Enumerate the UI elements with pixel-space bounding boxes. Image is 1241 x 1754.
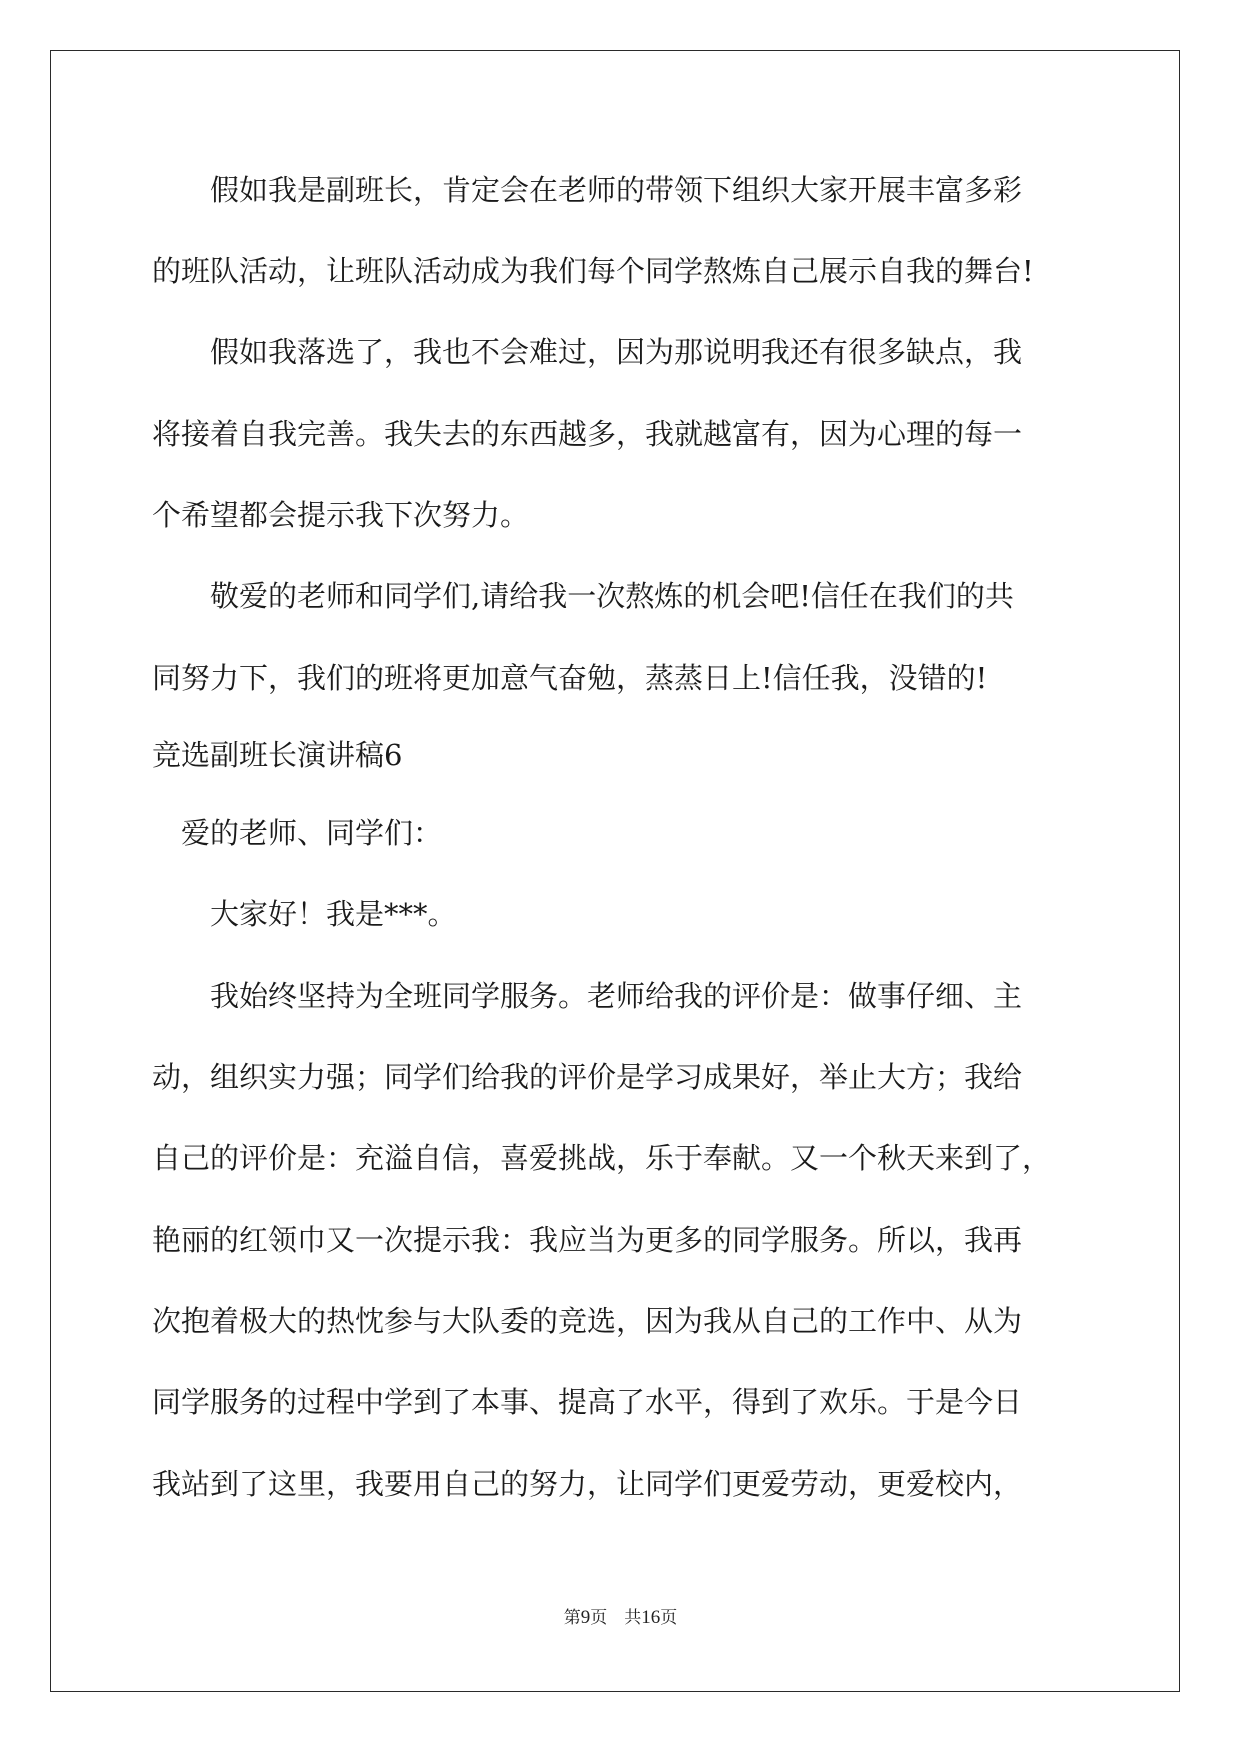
paragraph-3-line-2: 同努力下，我们的班将更加意气奋勉，蒸蒸日上!信任我，没错的!	[152, 661, 988, 695]
paragraph-5-line-4: 艳丽的红领巾又一次提示我：我应当为更多的同学服务。所以，我再	[152, 1223, 1023, 1257]
paragraph-2-line-1: 假如我落选了，我也不会难过，因为那说明我还有很多缺点，我	[152, 335, 1023, 369]
paragraph-5-line-5: 次抱着极大的热忱参与大队委的竞选，因为我从自己的工作中、从为	[152, 1304, 1023, 1338]
paragraph-5-line-3: 自己的评价是：充溢自信，喜爱挑战，乐于奉献。又一个秋天来到了，	[152, 1141, 1052, 1175]
paragraph-5-line-7: 我站到了这里，我要用自己的努力，让同学们更爱劳动，更爱校内，	[152, 1467, 1023, 1501]
paragraph-3-line-1: 敬爱的老师和同学们,请给我一次熬炼的机会吧!信任在我们的共	[152, 579, 1014, 613]
section-heading: 竞选副班长演讲稿6	[152, 738, 403, 772]
page-number: 9	[580, 1607, 591, 1628]
paragraph-2-line-2: 将接着自我完善。我失去的东西越多，我就越富有，因为心理的每一	[152, 417, 1023, 451]
footer-prefix: 第	[563, 1608, 581, 1627]
paragraph-1-line-1: 假如我是副班长，肯定会在老师的带领下组织大家开展丰富多彩	[152, 173, 1023, 207]
paragraph-1-line-2: 的班队活动，让班队活动成为我们每个同学熬炼自己展示自我的舞台!	[152, 254, 1034, 288]
paragraph-5-line-6: 同学服务的过程中学到了本事、提高了水平，得到了欢乐。于是今日	[152, 1385, 1023, 1419]
page-border	[50, 50, 1180, 1692]
total-pages: 16	[641, 1607, 661, 1628]
page-footer	[0, 1603, 1241, 1629]
greeting: 大家好！我是***。	[152, 897, 457, 931]
footer-page-suffix: 页 共	[590, 1608, 642, 1627]
paragraph-2-line-3: 个希望都会提示我下次努力。	[152, 498, 530, 532]
paragraph-5-line-2: 动，组织实力强；同学们给我的评价是学习成果好，举止大方；我给	[152, 1060, 1023, 1094]
footer-total-suffix: 页	[660, 1608, 678, 1627]
salutation: 爱的老师、同学们：	[152, 816, 443, 850]
paragraph-5-line-1: 我始终坚持为全班同学服务。老师给我的评价是：做事仔细、主	[152, 979, 1023, 1013]
